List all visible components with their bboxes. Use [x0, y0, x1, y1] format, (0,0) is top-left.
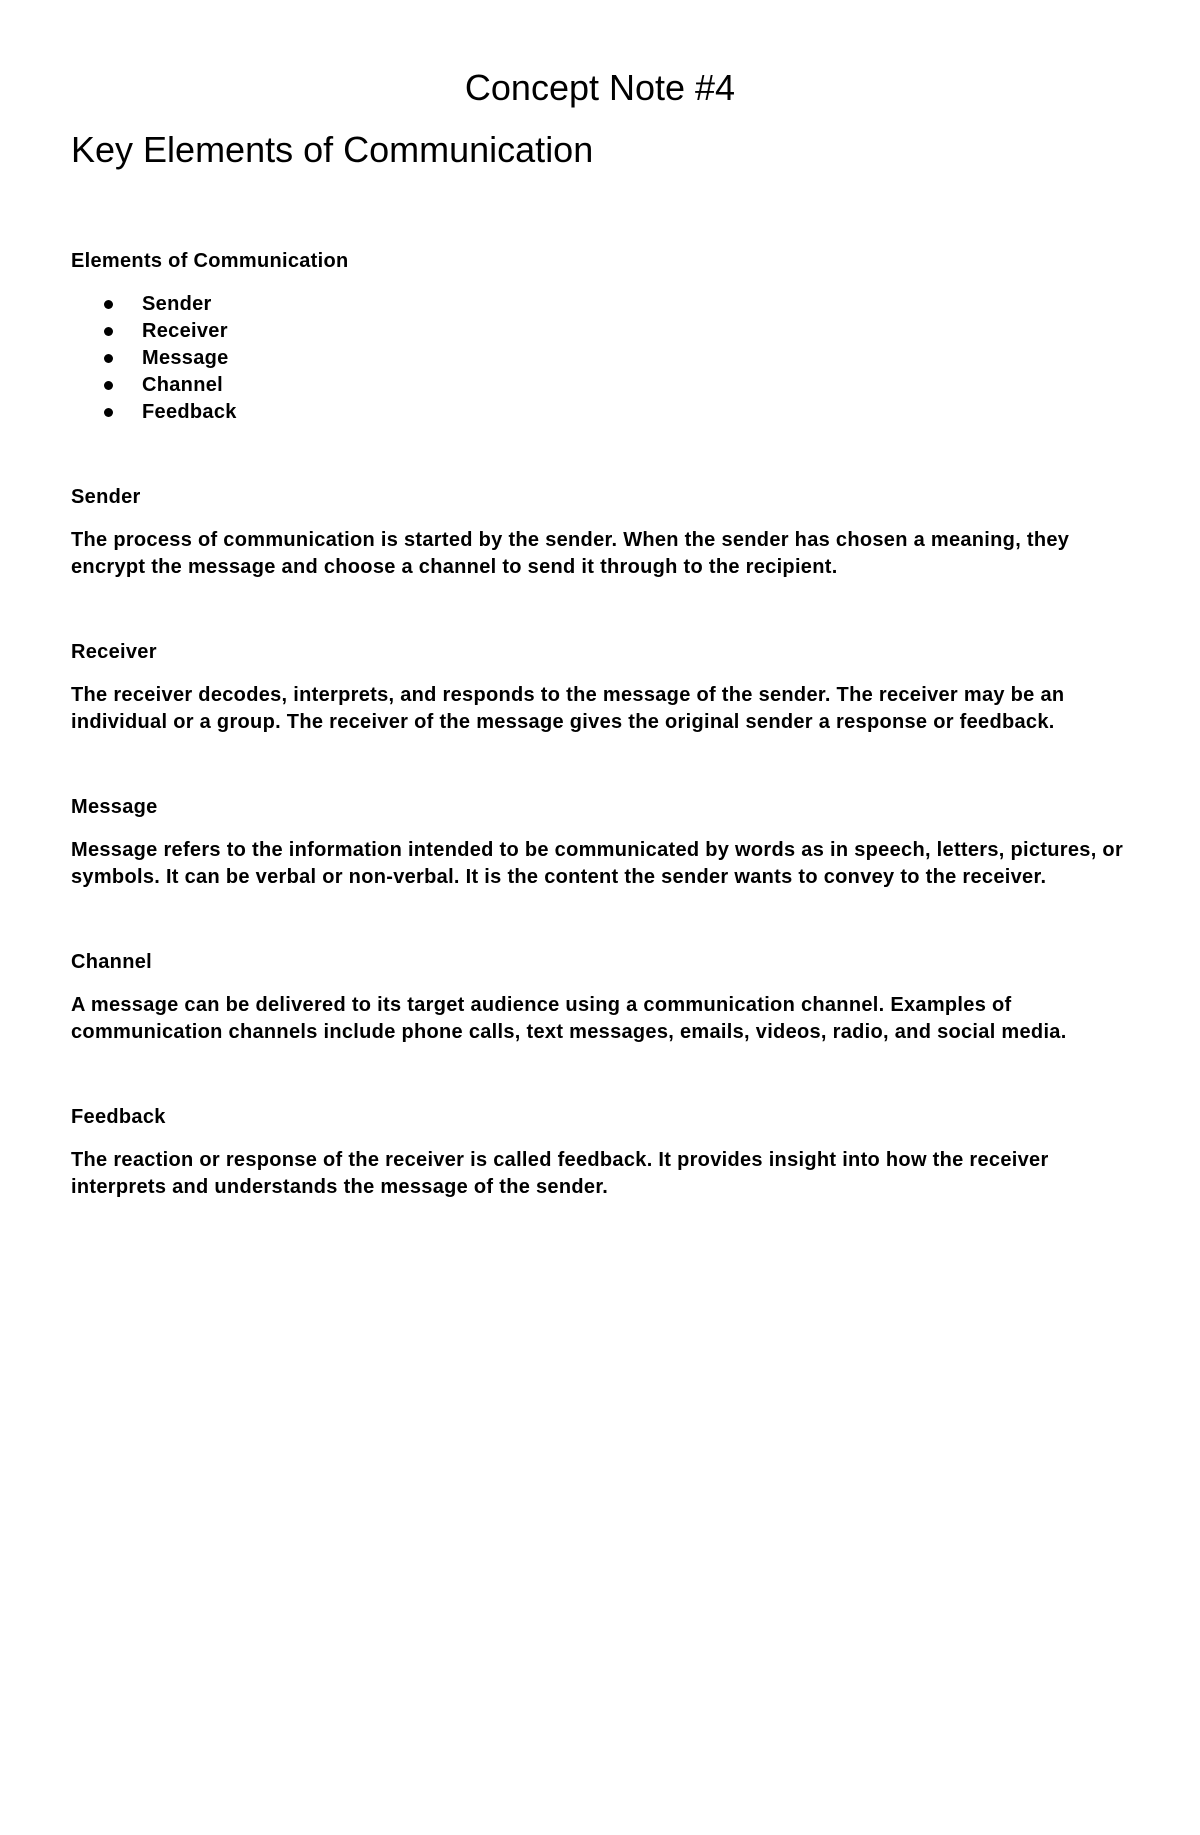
document-subtitle: Key Elements of Communication [71, 129, 594, 170]
section-receiver [71, 639, 1131, 736]
list-item [71, 345, 1131, 372]
document-title: Concept Note #4 [464, 67, 736, 108]
elements-heading: Elements of Communication [71, 250, 349, 272]
section-body: The reaction or response of the receiver is called feedback. It provides insight into how the receiver interprets and understands the message of the sender. [71, 1149, 1049, 1198]
section-heading: Sender [71, 486, 141, 508]
section-heading: Channel [71, 951, 152, 973]
list-item [71, 399, 1131, 426]
document-content [71, 248, 1131, 1201]
section-feedback [71, 1104, 1131, 1201]
bullet-icon [104, 408, 113, 417]
section-body: A message can be delivered to its target audience using a communication channel. Examples of communication channels include phone calls, text messages, emails, videos, radio, and social media. [71, 994, 1067, 1043]
section-body: The process of communication is started by the sender. When the sender has chosen a meaning, they encrypt the message and choose a channel to send it through to the recipient. [71, 529, 1070, 578]
section-body: The receiver decodes, interprets, and responds to the message of the sender. The receiver may be an individual or a group. The receiver of the message gives the original sender a response or feedback. [71, 684, 1065, 733]
list-item-label: Channel [142, 374, 223, 396]
section-body: Message refers to the information intended to be communicated by words as in speech, letters, pictures, or symbols. It can be verbal or non-verbal. It is the content the sender wants to convey to the receiver. [71, 839, 1124, 888]
bullet-icon [104, 327, 113, 336]
section-heading: Message [71, 796, 158, 818]
bullet-icon [104, 381, 113, 390]
elements-list [71, 291, 1131, 426]
list-item-label: Feedback [142, 401, 237, 423]
section-sender [71, 484, 1131, 581]
list-item [71, 291, 1131, 318]
list-item-label: Message [142, 347, 229, 369]
bullet-icon [104, 300, 113, 309]
list-item-label: Sender [142, 293, 212, 315]
section-message [71, 794, 1131, 891]
list-item [71, 372, 1131, 399]
bullet-icon [104, 354, 113, 363]
list-item-label: Receiver [142, 320, 228, 342]
list-item [71, 318, 1131, 345]
section-heading: Receiver [71, 641, 157, 663]
section-heading: Feedback [71, 1106, 166, 1128]
section-channel [71, 949, 1131, 1046]
